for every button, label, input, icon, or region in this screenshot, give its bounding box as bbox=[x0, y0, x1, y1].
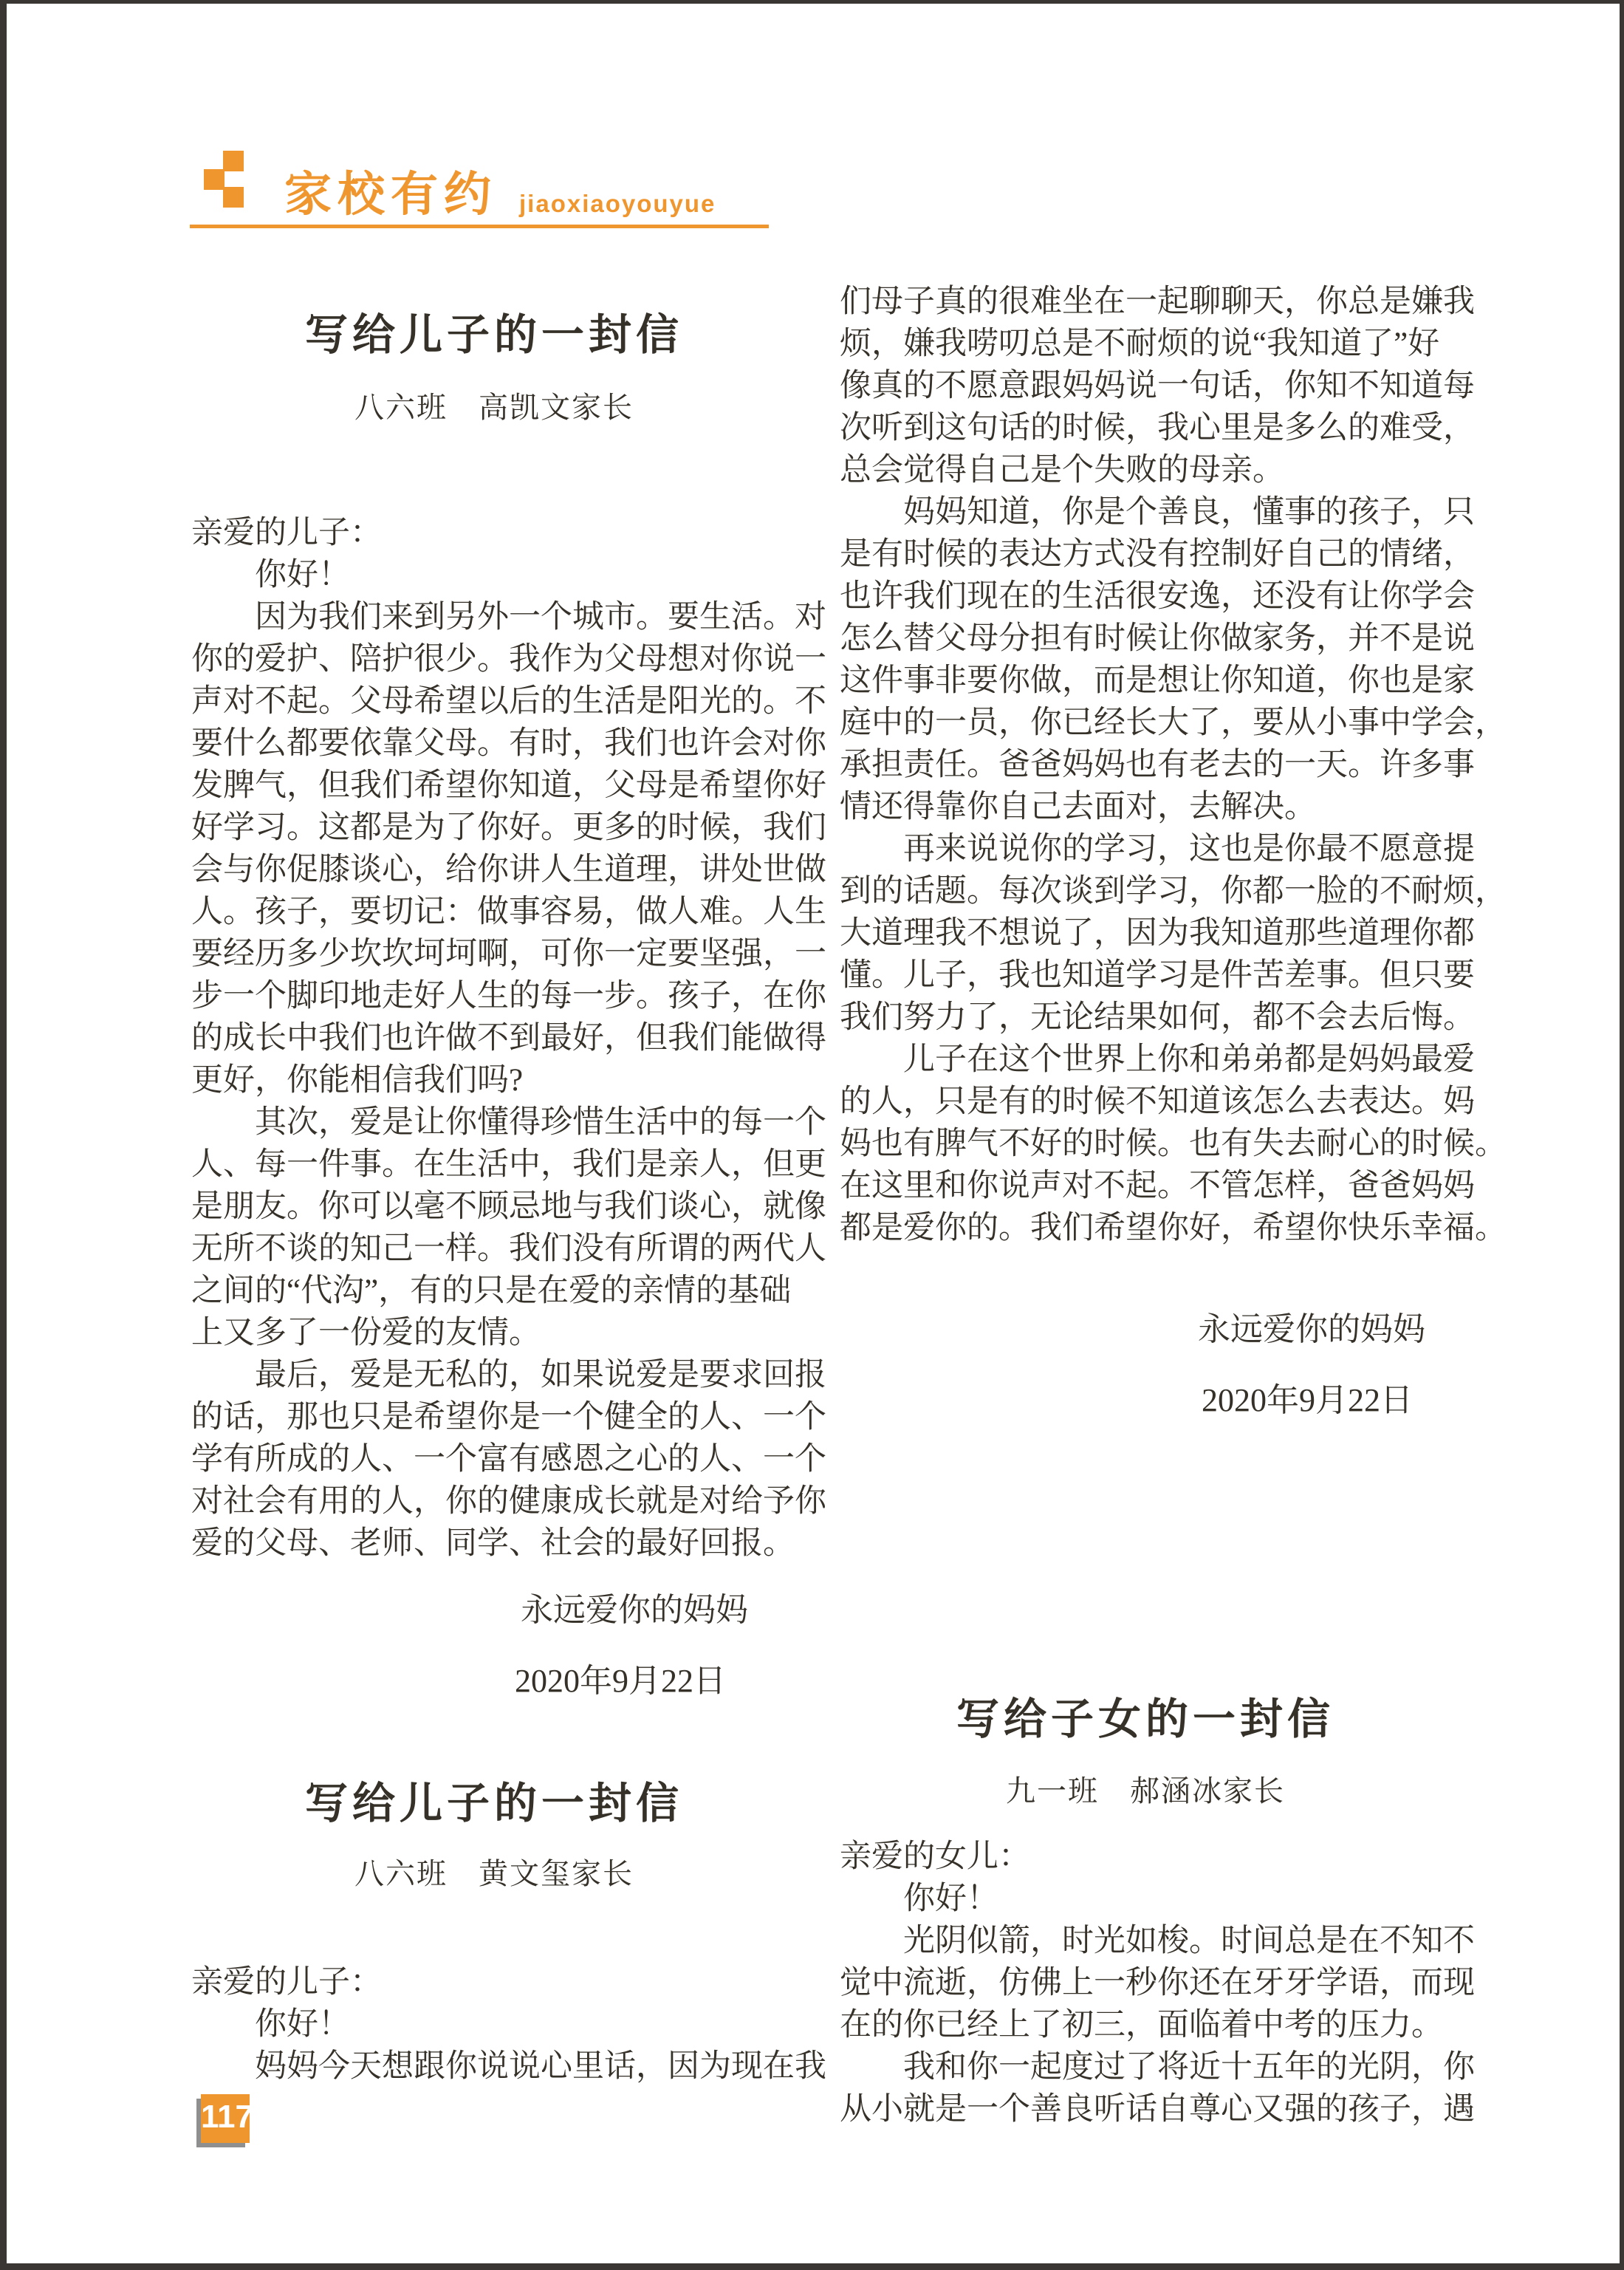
letter1-continued-signature: 永远爱你的妈妈 bbox=[1198, 1311, 1425, 1347]
text-line: 发脾气，但我们希望你知道，父母是希望你好 bbox=[191, 768, 826, 803]
text-line: 要什么都要依靠父母。有时，我们也许会对你 bbox=[191, 726, 826, 761]
text-line: 怎么替父母分担有时候让你做家务，并不是说 bbox=[840, 621, 1475, 656]
text-line: 妈妈知道，你是个善良，懂事的孩子，只 bbox=[840, 495, 1475, 530]
text-line: 妈也有脾气不好的时候。也有失去耐心的时候。 bbox=[840, 1127, 1507, 1161]
text-line: 你好！ bbox=[191, 558, 350, 592]
text-line: 也许我们现在的生活很安逸，还没有让你学会 bbox=[840, 579, 1475, 614]
text-line: 你的爱护、陪护很少。我作为父母想对你说一 bbox=[191, 642, 826, 677]
text-line: 觉中流逝，仿佛上一秒你还在牙牙学语，而现 bbox=[840, 1966, 1475, 2000]
text-line: 烦，嫌我唠叨总是不耐烦的说“我知道了”好 bbox=[840, 327, 1440, 361]
text-line: 在的你已经上了初三，面临着中考的压力。 bbox=[840, 2008, 1443, 2042]
text-line: 我们努力了，无论结果如何，都不会去后悔。 bbox=[840, 1000, 1475, 1035]
text-line: 光阴似箭，时光如梭。时间总是在不知不 bbox=[840, 1924, 1475, 1958]
text-line: 在这里和你说声对不起。不管怎样，爸爸妈妈 bbox=[840, 1169, 1475, 1203]
text-line: 次听到这句话的时候，我心里是多么的难受， bbox=[840, 411, 1475, 445]
letter2-byline: 八六班 黄文玺家长 bbox=[354, 1857, 634, 1890]
text-line: 因为我们来到另外一个城市。要生活。对 bbox=[191, 600, 826, 635]
text-line: 步一个脚印地走好人生的每一步。孩子，在你 bbox=[191, 979, 826, 1013]
text-line: 更好，你能相信我们吗? bbox=[191, 1063, 524, 1098]
text-line: 其次，爱是让你懂得珍惜生活中的每一个 bbox=[191, 1105, 826, 1140]
text-line: 这件事非要你做，而是想让你知道，你也是家 bbox=[840, 663, 1475, 698]
text-line: 再来说说你的学习，这也是你最不愿意提 bbox=[840, 832, 1475, 866]
letter3-byline: 九一班 郝涵冰家长 bbox=[1006, 1774, 1285, 1808]
right-column bbox=[840, 4, 1507, 2270]
letter3-body bbox=[840, 1836, 1475, 2130]
text-line: 亲爱的女儿： bbox=[840, 1839, 1030, 1874]
text-line: 之间的“代沟”，有的只是在爱的亲情的基础 bbox=[191, 1274, 792, 1308]
letter1-byline: 八六班 高凯文家长 bbox=[354, 391, 634, 424]
left-column bbox=[191, 4, 826, 2270]
text-line: 人。孩子，要切记：做事容易，做人难。人生 bbox=[191, 895, 826, 929]
letter1-body bbox=[191, 512, 826, 1565]
text-line: 人、每一件事。在生活中，我们是亲人，但更 bbox=[191, 1147, 826, 1182]
text-line: 懂。儿子，我也知道学习是件苦差事。但只要 bbox=[840, 958, 1475, 993]
text-line: 你好！ bbox=[840, 1881, 998, 1916]
text-line: 学有所成的人、一个富有感恩之心的人、一个 bbox=[191, 1442, 826, 1477]
text-line: 无所不谈的知己一样。我们没有所谓的两代人 bbox=[191, 1231, 826, 1266]
text-line: 承担责任。爸爸妈妈也有老去的一天。许多事 bbox=[840, 748, 1475, 782]
text-line: 声对不起。父母希望以后的生活是阳光的。不 bbox=[191, 684, 826, 719]
text-line: 的话，那也只是希望你是一个健全的人、一个 bbox=[191, 1400, 826, 1435]
text-line: 大道理我不想说了，因为我知道那些道理你都 bbox=[840, 916, 1475, 951]
text-line: 亲爱的儿子： bbox=[191, 1965, 382, 2000]
text-line: 们母子真的很难坐在一起聊聊天，你总是嫌我 bbox=[840, 284, 1475, 319]
text-line: 对社会有用的人，你的健康成长就是对给予你 bbox=[191, 1484, 826, 1519]
letter2-title: 写给儿子的一封信 bbox=[304, 1780, 683, 1828]
letter1-signature: 永远爱你的妈妈 bbox=[521, 1592, 748, 1628]
text-line: 要经历多少坎坎坷坷啊，可你一定要坚强，一 bbox=[191, 937, 826, 971]
text-line: 的成长中我们也许做不到最好，但我们能做得 bbox=[191, 1021, 826, 1056]
section-pinyin: jiaoxiaoyouyue bbox=[519, 190, 716, 217]
text-line: 爱的父母、老师、同学、社会的最好回报。 bbox=[191, 1526, 795, 1561]
text-line: 是朋友。你可以毫不顾忌地与我们谈心，就像 bbox=[191, 1189, 826, 1224]
letter2-body bbox=[191, 1961, 826, 2088]
text-line: 都是爱你的。我们希望你好，希望你快乐幸福。 bbox=[840, 1211, 1507, 1245]
text-line: 我和你一起度过了将近十五年的光阴，你 bbox=[840, 2050, 1475, 2085]
section-title: 家校有约 bbox=[284, 168, 497, 221]
text-line: 好学习。这都是为了你好。更多的时候，我们 bbox=[191, 810, 826, 845]
text-line: 儿子在这个世界上你和弟弟都是妈妈最爱 bbox=[840, 1042, 1475, 1077]
letter1-title: 写给儿子的一封信 bbox=[304, 311, 683, 359]
text-line: 到的话题。每次谈到学习，你都一脸的不耐烦， bbox=[840, 874, 1507, 909]
text-line: 亲爱的儿子： bbox=[191, 516, 382, 550]
text-line: 妈妈今天想跟你说说心里话，因为现在我 bbox=[191, 2049, 826, 2084]
text-line: 情还得靠你自己去面对，去解决。 bbox=[840, 790, 1316, 824]
text-line: 你好！ bbox=[191, 2007, 350, 2042]
letter1-continued-date: 2020年9月22日 bbox=[1202, 1382, 1413, 1418]
text-line: 庭中的一员，你已经长大了，要从小事中学会， bbox=[840, 705, 1507, 740]
letter1-date: 2020年9月22日 bbox=[515, 1663, 726, 1699]
text-line: 从小就是一个善良听话自尊心又强的孩子，遇 bbox=[840, 2092, 1475, 2127]
text-line: 最后，爱是无私的，如果说爱是要求回报 bbox=[191, 1358, 826, 1392]
letter1-continued-body bbox=[840, 281, 1507, 1249]
text-line: 会与你促膝谈心，给你讲人生道理，讲处世做 bbox=[191, 852, 826, 887]
text-line: 的人，只是有的时候不知道该怎么去表达。妈 bbox=[840, 1084, 1475, 1119]
text-line: 总会觉得自己是个失败的母亲。 bbox=[840, 453, 1284, 488]
letter3-title: 写给子女的一封信 bbox=[956, 1695, 1335, 1743]
page-number-badge: 117 bbox=[201, 2094, 250, 2143]
text-line: 上又多了一份爱的友情。 bbox=[191, 1316, 541, 1350]
text-line: 像真的不愿意跟妈妈说一句话，你知不知道每 bbox=[840, 369, 1475, 403]
text-line: 是有时候的表达方式没有控制好自己的情绪， bbox=[840, 537, 1475, 572]
